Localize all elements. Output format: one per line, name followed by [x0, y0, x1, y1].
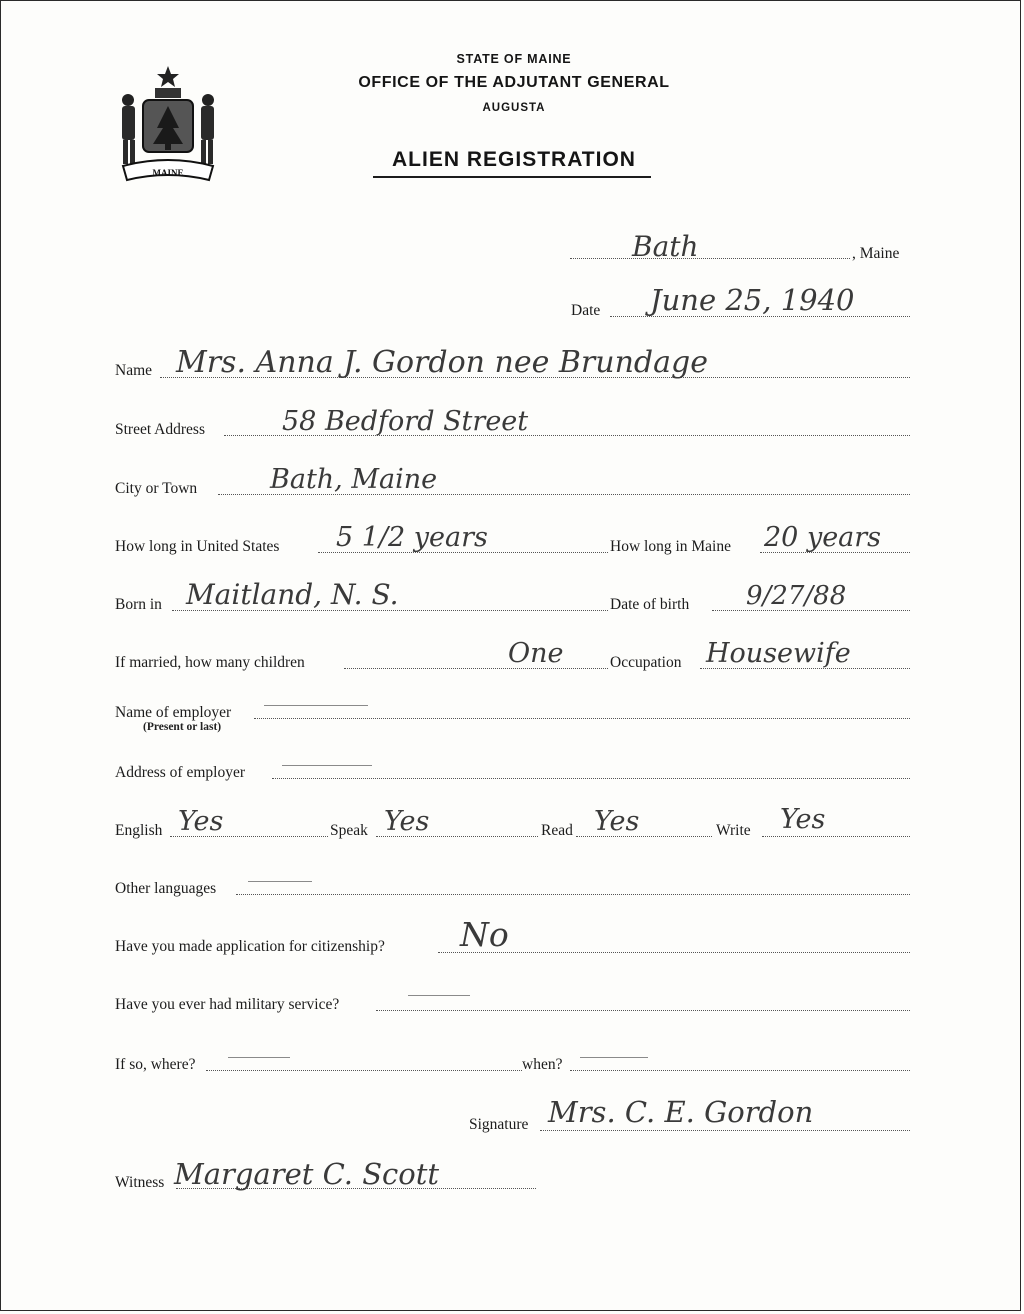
citizenship-label: Have you made application for citizenship? [115, 938, 385, 955]
form-title: ALIEN REGISTRATION [392, 148, 636, 171]
read-label: Read [541, 822, 573, 839]
english-label: English [115, 822, 163, 839]
when-line [570, 1070, 910, 1071]
children-value[interactable]: One [508, 638, 564, 669]
other-languages-line [236, 894, 910, 895]
how-long-maine-value[interactable]: 20 years [764, 522, 882, 553]
when-dash[interactable] [580, 1057, 648, 1058]
children-line [344, 668, 608, 669]
header-city: AUGUSTA [482, 102, 546, 114]
married-children-label: If married, how many children [115, 654, 305, 671]
title-underline [373, 176, 651, 178]
how-long-maine-label: How long in Maine [610, 538, 731, 555]
witness-label: Witness [115, 1174, 165, 1191]
military-service-line [376, 1010, 910, 1011]
street-address-label: Street Address [115, 421, 205, 438]
employer-name-dash[interactable] [264, 705, 368, 706]
other-languages-label: Other languages [115, 880, 217, 897]
other-languages-dash[interactable] [248, 881, 312, 882]
header-office: OFFICE OF THE ADJUTANT GENERAL [358, 74, 670, 91]
born-in-value[interactable]: Maitland, N. S. [186, 578, 399, 611]
speak-label: Speak [330, 822, 368, 839]
english-value[interactable]: Yes [178, 806, 224, 837]
how-long-us-label: How long in United States [115, 538, 280, 555]
speak-value[interactable]: Yes [384, 806, 430, 837]
place-line [570, 258, 850, 259]
military-service-label: Have you ever had military service? [115, 996, 340, 1013]
if-so-where-label: If so, where? [115, 1056, 196, 1073]
occupation-label: Occupation [610, 654, 682, 671]
citizenship-value[interactable]: No [460, 915, 509, 954]
employer-name-note: (Present or last) [143, 721, 222, 733]
write-label: Write [716, 822, 751, 839]
employer-name-label: Name of employer [115, 704, 232, 721]
maine-state-seal-icon [113, 62, 223, 190]
if-so-where-line [206, 1070, 522, 1071]
signature-label: Signature [469, 1116, 529, 1133]
military-service-dash[interactable] [408, 995, 470, 996]
city-label: City or Town [115, 480, 198, 497]
witness-value[interactable]: Margaret C. Scott [174, 1157, 440, 1191]
date-label: Date [571, 302, 601, 319]
if-so-where-dash[interactable] [228, 1057, 290, 1058]
header-state: STATE OF MAINE [456, 52, 572, 66]
signature-line [540, 1130, 910, 1131]
street-address-value[interactable]: 58 Bedford Street [282, 406, 529, 437]
employer-address-label: Address of employer [115, 764, 245, 781]
place-value[interactable]: Bath [632, 230, 699, 263]
name-label: Name [115, 362, 153, 379]
occupation-value[interactable]: Housewife [706, 638, 851, 669]
write-value[interactable]: Yes [780, 804, 826, 835]
city-value[interactable]: Bath, Maine [270, 464, 438, 495]
employer-address-line [272, 778, 910, 779]
how-long-us-value[interactable]: 5 1/2 years [336, 522, 488, 553]
seal-banner-text: MAINE [152, 168, 184, 178]
employer-address-dash[interactable] [282, 765, 372, 766]
write-line [762, 836, 910, 837]
name-value[interactable]: Mrs. Anna J. Gordon nee Brundage [176, 345, 708, 380]
read-value[interactable]: Yes [594, 806, 640, 837]
employer-name-line [254, 718, 910, 719]
date-value[interactable]: June 25, 1940 [650, 283, 855, 317]
when-label: when? [522, 1056, 563, 1073]
date-of-birth-label: Date of birth [610, 596, 690, 613]
date-of-birth-value[interactable]: 9/27/88 [746, 581, 847, 611]
born-in-label: Born in [115, 596, 162, 613]
signature-value[interactable]: Mrs. C. E. Gordon [548, 1095, 814, 1129]
maine-suffix-label: , Maine [852, 245, 900, 262]
